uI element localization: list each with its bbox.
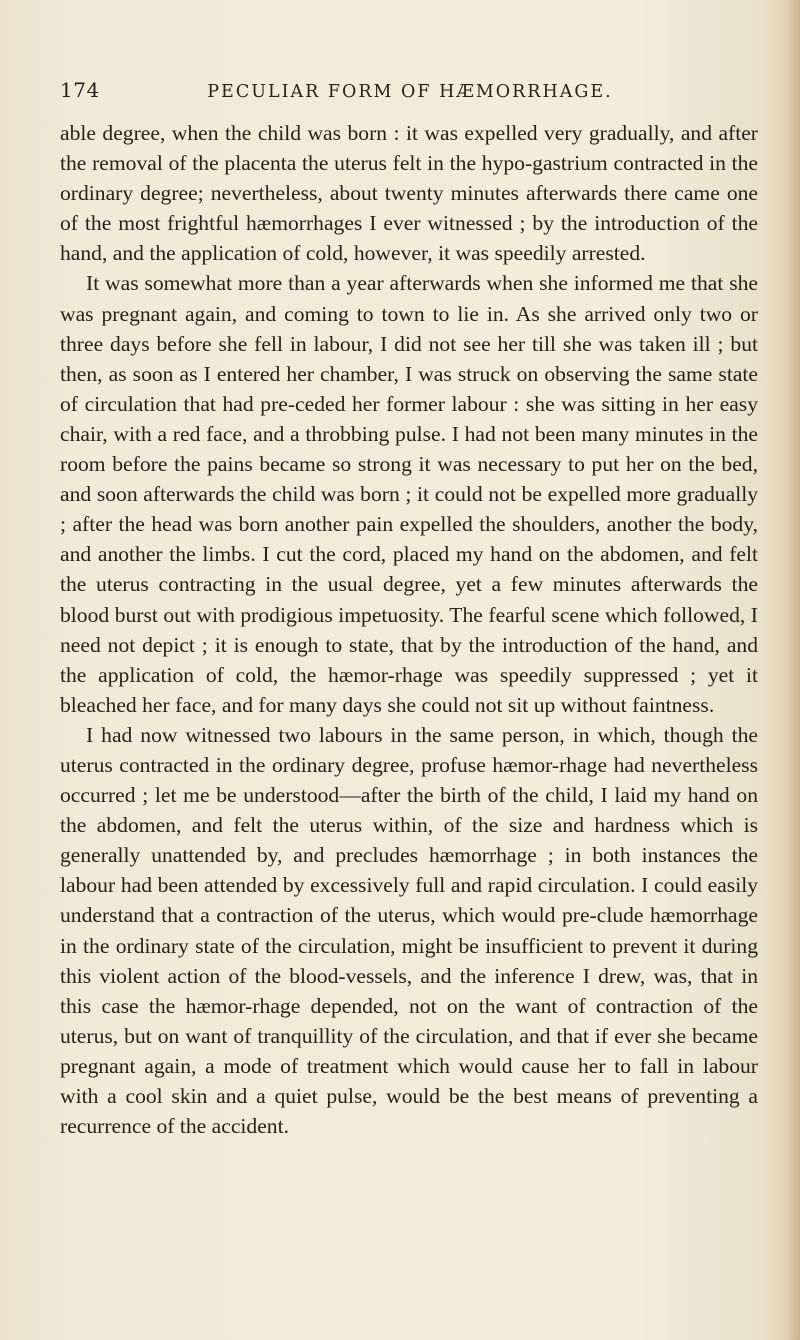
paragraph-1: able degree, when the child was born : it was expelled very gradually, and after the removal of the placenta the uterus felt in the hypo-gastrium contracted in the ordinary degree; nevertheless, about twenty minutes afterwards there came one of the most frightful hæmorrhages I ever witnessed ; by the introduction of the hand, and the application of cold, however, it was speedily arrested. [60, 121, 758, 266]
paragraph-3: I had now witnessed two labours in the same person, in which, though the uterus contracted in the ordinary degree, profuse hæmor-rhage had nevertheless occurred ; let me be understood—after the birth of the child, I laid my hand on the abdomen, and felt the uterus within, of the size and hardness which is generally unattended by, and precludes hæmorrhage ; in both instances the labour had been attended by excessively full and rapid circulation. I could easily understand that a contraction of the uterus, which would pre-clude hæmorrhage in the ordinary state of the circulation, might be insufficient to prevent it during this violent action of the blood-vessels, and the inference I drew, was, that in this case the hæmor-rhage depended, not on the want of contraction of the uterus, but on want of tranquillity of the circulation, and that if ever she became pregnant again, a mode of treatment which would cause her to fall in labour with a cool skin and a quiet pulse, would be the best means of preventing a recurrence of the accident. [60, 722, 758, 1139]
running-head [60, 74, 760, 114]
page-number: 174 [60, 78, 100, 102]
page-edge-shadow [786, 0, 800, 1340]
running-title: PECULIAR FORM OF HÆMORRHAGE. [207, 82, 613, 102]
body-text [60, 118, 758, 1141]
paragraph-2: It was somewhat more than a year afterwards when she informed me that she was pregnant again, and coming to town to lie in. As she arrived only two or three days before she fell in labour, I did not see her till she was taken ill ; but then, as soon as I entered her chamber, I was struck on observing the same state of circulation that had pre-ceded her former labour : she was sitting in her easy chair, with a red face, and a throbbing pulse. I had not been many minutes in the room before the pains became so strong it was necessary to put her on the bed, and soon afterwards the child was born ; it could not be expelled more gradually ; after the head was born another pain expelled the shoulders, another the body, and another the limbs. I cut the cord, placed my hand on the abdomen, and felt the uterus contracting in the usual degree, yet a few minutes afterwards the blood burst out with prodigious impetuosity. The fearful scene which followed, I need not depict ; it is enough to state, that by the introduction of the hand, and the application of cold, the hæmor-rhage was speedily suppressed ; yet it bleached her face, and for many days she could not sit up without faintness. [60, 271, 758, 717]
